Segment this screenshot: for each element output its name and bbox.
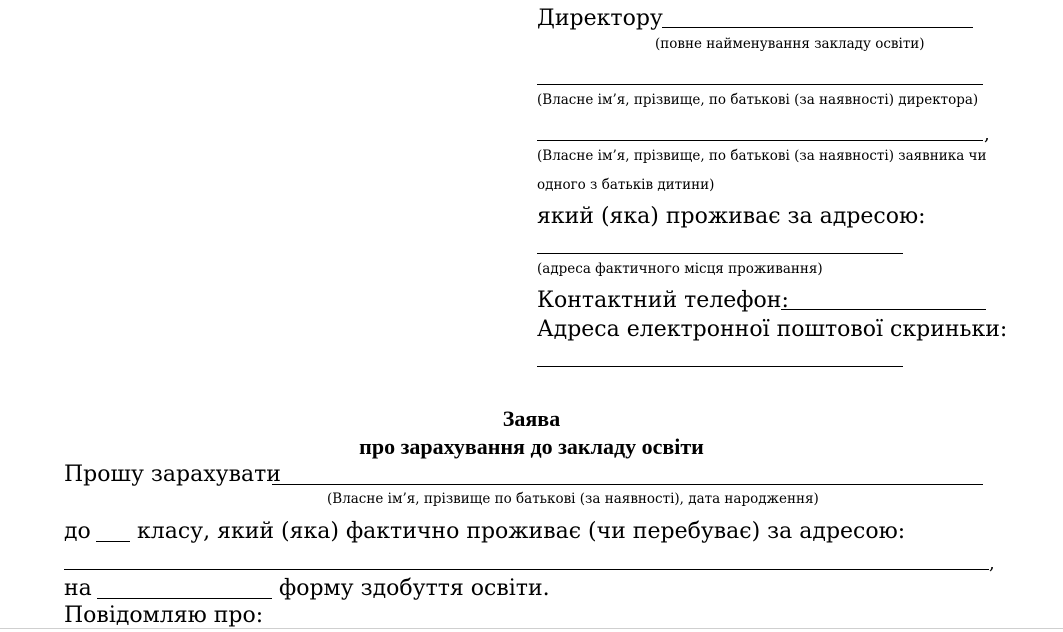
phone-field-line[interactable] — [781, 309, 986, 310]
class-prefix: до — [64, 519, 91, 544]
education-form-field-line[interactable] — [97, 598, 272, 599]
notify-label: Повідомляю про: — [64, 603, 264, 628]
class-suffix: класу, який (яка) фактично проживає (чи перебуває) за адресою: — [137, 519, 906, 544]
page-edge — [0, 628, 1063, 629]
document-subtitle: про зарахування до закладу освіти — [359, 434, 704, 459]
actual-address-field-line[interactable] — [64, 569, 989, 570]
director-name-field-line[interactable] — [537, 84, 983, 85]
form-suffix: форму здобуття освіти. — [279, 576, 550, 601]
address-label: який (яка) проживає за адресою: — [537, 204, 926, 229]
applicant-comma: , — [984, 124, 990, 145]
child-hint: (Власне ім’я, прізвище по батькові (за наявності), дата народження) — [327, 491, 819, 507]
institution-hint: (повне найменування закладу освіти) — [655, 36, 925, 52]
applicant-name-field-line[interactable] — [537, 140, 983, 141]
address-hint: (адреса фактичного місця проживання) — [537, 261, 823, 277]
actual-address-comma: , — [989, 553, 995, 574]
director-label: Директору — [537, 6, 663, 31]
applicant-hint-line2: одного з батьків дитини) — [537, 177, 715, 193]
document-title: Заява — [502, 406, 561, 431]
institution-field-line[interactable] — [662, 27, 973, 28]
class-number-field-line[interactable] — [96, 541, 130, 542]
email-field-line[interactable] — [537, 366, 903, 367]
form-prefix: на — [64, 576, 92, 601]
address-field-line[interactable] — [537, 253, 903, 254]
director-name-hint: (Власне ім’я, прізвище, по батькові (за наявності) директора) — [537, 92, 979, 108]
email-label: Адреса електронної поштової скриньки: — [537, 317, 1008, 342]
request-label: Прошу зарахувати — [64, 462, 281, 487]
child-name-field-line[interactable] — [272, 484, 983, 485]
applicant-hint-line1: (Власне ім’я, прізвище, по батькові (за наявності) заявника чи — [537, 148, 987, 164]
phone-label: Контактний телефон: — [537, 288, 789, 313]
